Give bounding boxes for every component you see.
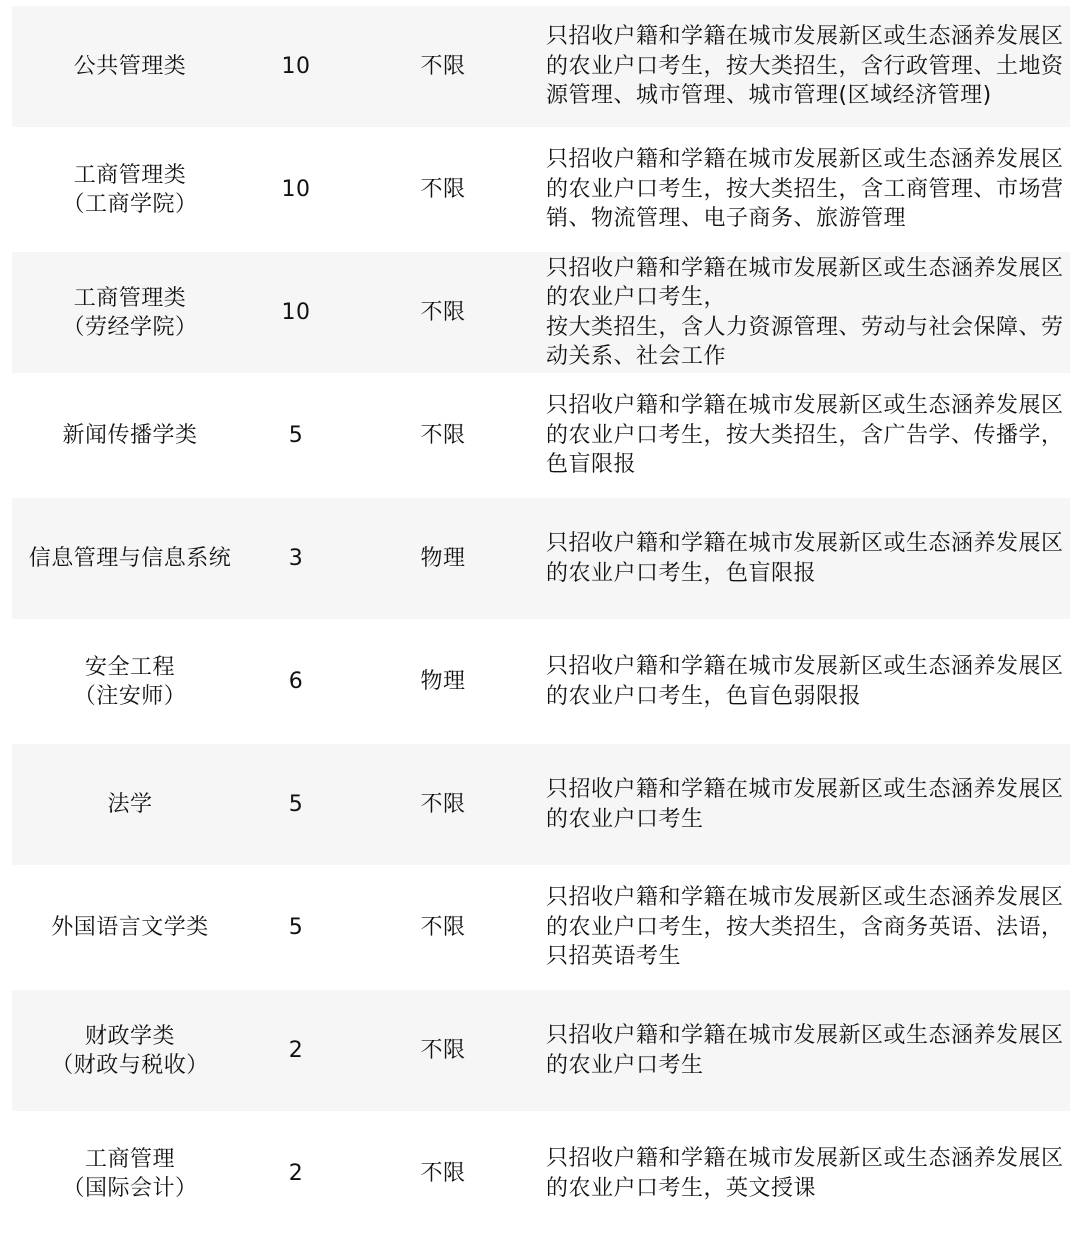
note-text: 只招收户籍和学籍在城市发展新区或生态涵养发展区的农业户口考生 (546, 1023, 1064, 1078)
table-row (12, 498, 1070, 619)
table-row (12, 1113, 1070, 1234)
major-subname: （国际会计） (62, 1175, 198, 1201)
note-text: 只招收户籍和学籍在城市发展新区或生态涵养发展区的农业户口考生，按大类招生，含行政管理、土地资源管理、城市管理、城市管理(区域经济管理) (546, 24, 1064, 109)
subject-cell: 不限 (420, 1038, 466, 1063)
note-text: 只招收户籍和学籍在城市发展新区或生态涵养发展区的农业户口考生， 按大类招生，含人力资源管理、劳动与社会保障、劳动关系、社会工作 (546, 255, 1064, 369)
major-cell (12, 498, 248, 619)
note-cell (542, 6, 1070, 127)
note-cell (542, 252, 1070, 373)
note-text: 只招收户籍和学籍在城市发展新区或生态涵养发展区的农业户口考生 (546, 777, 1064, 832)
quota-cell: 5 (288, 792, 304, 817)
note-text: 只招收户籍和学籍在城市发展新区或生态涵养发展区的农业户口考生，按大类招生，含广告学、传播学，色盲限报 (546, 393, 1064, 478)
major-subname: （劳经学院） (62, 314, 198, 340)
major-subname: （工商学院） (62, 191, 198, 217)
quota-cell: 2 (288, 1161, 304, 1186)
quota-cell: 10 (281, 54, 311, 79)
note-text: 只招收户籍和学籍在城市发展新区或生态涵养发展区的农业户口考生，英文授课 (546, 1146, 1064, 1201)
subject-cell: 物理 (420, 546, 466, 571)
subject-cell: 不限 (420, 423, 466, 448)
major-cell (12, 744, 248, 865)
major-name: 工商管理类 (73, 162, 187, 188)
major-cell (12, 6, 248, 127)
major-cell (12, 621, 248, 742)
major-cell (12, 990, 248, 1111)
note-cell (542, 375, 1070, 496)
major-name: 新闻传播学类 (62, 423, 198, 448)
major-cell (12, 129, 248, 250)
subject-cell: 物理 (420, 669, 466, 694)
subject-cell: 不限 (420, 792, 466, 817)
table-row (12, 990, 1070, 1111)
major-cell (12, 867, 248, 988)
subject-cell: 不限 (420, 177, 466, 202)
table-row (12, 252, 1070, 373)
quota-cell: 5 (288, 423, 304, 448)
note-cell (542, 990, 1070, 1111)
enrollment-table (12, 6, 1070, 1236)
note-text: 只招收户籍和学籍在城市发展新区或生态涵养发展区的农业户口考生，色盲色弱限报 (546, 654, 1064, 709)
quota-cell: 10 (281, 300, 311, 325)
major-name: 法学 (107, 792, 153, 817)
note-text: 只招收户籍和学籍在城市发展新区或生态涵养发展区的农业户口考生，按大类招生，含工商管理、市场营销、物流管理、电子商务、旅游管理 (546, 147, 1064, 232)
major-cell (12, 375, 248, 496)
quota-cell: 3 (288, 546, 304, 571)
quota-cell: 6 (288, 669, 304, 694)
major-name: 公共管理类 (73, 54, 187, 79)
major-subname: （财政与税收） (51, 1052, 209, 1078)
note-cell (542, 1113, 1070, 1234)
note-cell (542, 867, 1070, 988)
subject-cell: 不限 (420, 915, 466, 940)
note-cell (542, 129, 1070, 250)
note-cell (542, 744, 1070, 865)
major-cell (12, 252, 248, 373)
subject-cell: 不限 (420, 54, 466, 79)
quota-cell: 2 (288, 1038, 304, 1063)
note-text: 只招收户籍和学籍在城市发展新区或生态涵养发展区的农业户口考生，按大类招生，含商务英语、法语，只招英语考生 (546, 885, 1064, 970)
table-row (12, 129, 1070, 250)
subject-cell: 不限 (420, 300, 466, 325)
table-row (12, 867, 1070, 988)
major-name: 财政学类 (84, 1023, 175, 1049)
note-cell (542, 621, 1070, 742)
note-cell (542, 498, 1070, 619)
table-row (12, 621, 1070, 742)
table-row (12, 744, 1070, 865)
quota-cell: 5 (288, 915, 304, 940)
major-name: 信息管理与信息系统 (28, 546, 232, 571)
major-name: 工商管理 (84, 1146, 175, 1172)
table-row (12, 375, 1070, 496)
table-row (12, 6, 1070, 127)
major-name: 工商管理类 (73, 285, 187, 311)
major-subname: （注安师） (73, 683, 187, 709)
major-name: 外国语言文学类 (51, 915, 209, 940)
subject-cell: 不限 (420, 1161, 466, 1186)
quota-cell: 10 (281, 177, 311, 202)
major-name: 安全工程 (84, 654, 175, 680)
note-text: 只招收户籍和学籍在城市发展新区或生态涵养发展区的农业户口考生，色盲限报 (546, 531, 1064, 586)
major-cell (12, 1113, 248, 1234)
